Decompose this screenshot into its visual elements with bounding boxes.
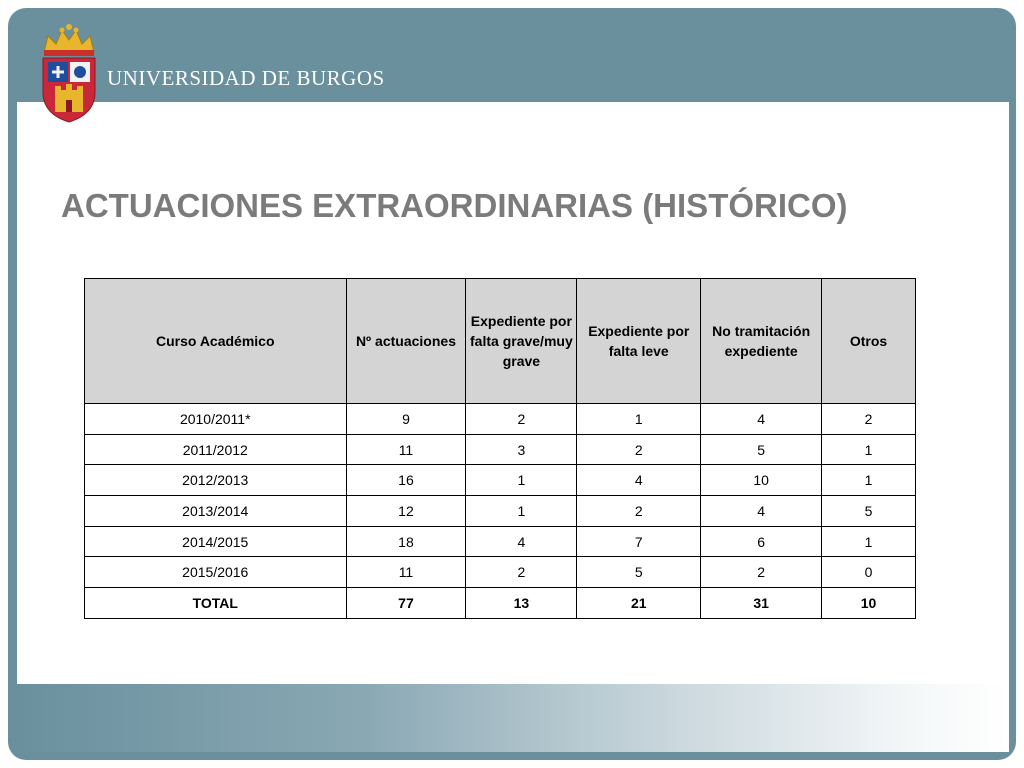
- cell-curso: 2011/2012: [85, 434, 347, 465]
- cell-actuaciones: 9: [346, 404, 466, 435]
- cell-grave: 2: [466, 557, 577, 588]
- cell-otros: 5: [822, 496, 916, 527]
- university-coat-of-arms-icon: [38, 22, 100, 124]
- cell-no-tramitacion: 4: [701, 404, 822, 435]
- table-row: [85, 465, 916, 496]
- cell-curso: 2010/2011*: [85, 404, 347, 435]
- cell-no-tramitacion: 5: [701, 434, 822, 465]
- total-leve: 21: [577, 588, 701, 619]
- table-row: [85, 557, 916, 588]
- cell-no-tramitacion: 2: [701, 557, 822, 588]
- cell-actuaciones: 11: [346, 557, 466, 588]
- total-otros: 10: [822, 588, 916, 619]
- actuaciones-table: [84, 278, 916, 619]
- institution-name: UNIVERSIDAD DE BURGOS: [107, 66, 385, 90]
- table-header-row: [85, 279, 916, 404]
- total-label: TOTAL: [85, 588, 347, 619]
- cell-curso: 2013/2014: [85, 496, 347, 527]
- cell-curso: 2012/2013: [85, 465, 347, 496]
- table-row: [85, 434, 916, 465]
- table-row: [85, 526, 916, 557]
- total-actuaciones: 77: [346, 588, 466, 619]
- header-expediente-leve: Expediente por falta leve: [577, 279, 701, 404]
- bottom-band: [17, 684, 1009, 752]
- cell-grave: 2: [466, 404, 577, 435]
- cell-grave: 1: [466, 465, 577, 496]
- cell-actuaciones: 16: [346, 465, 466, 496]
- cell-leve: 4: [577, 465, 701, 496]
- header-num-actuaciones: Nº actuaciones: [346, 279, 466, 404]
- cell-otros: 1: [822, 434, 916, 465]
- cell-otros: 2: [822, 404, 916, 435]
- table-row: [85, 496, 916, 527]
- cell-no-tramitacion: 4: [701, 496, 822, 527]
- cell-no-tramitacion: 10: [701, 465, 822, 496]
- cell-otros: 1: [822, 465, 916, 496]
- cell-actuaciones: 18: [346, 526, 466, 557]
- cell-actuaciones: 11: [346, 434, 466, 465]
- cell-actuaciones: 12: [346, 496, 466, 527]
- cell-grave: 3: [466, 434, 577, 465]
- cell-grave: 4: [466, 526, 577, 557]
- header-no-tramitacion: No tramitación expediente: [701, 279, 822, 404]
- header-otros: Otros: [822, 279, 916, 404]
- cell-curso: 2015/2016: [85, 557, 347, 588]
- cell-leve: 2: [577, 496, 701, 527]
- cell-grave: 1: [466, 496, 577, 527]
- cell-leve: 1: [577, 404, 701, 435]
- cell-no-tramitacion: 6: [701, 526, 822, 557]
- cell-otros: 1: [822, 526, 916, 557]
- cell-otros: 0: [822, 557, 916, 588]
- cell-leve: 2: [577, 434, 701, 465]
- header-curso-academico: Curso Académico: [85, 279, 347, 404]
- total-grave: 13: [466, 588, 577, 619]
- table-row: [85, 404, 916, 435]
- header-expediente-grave: Expediente por falta grave/muy grave: [466, 279, 577, 404]
- total-no-tramitacion: 31: [701, 588, 822, 619]
- cell-leve: 5: [577, 557, 701, 588]
- cell-curso: 2014/2015: [85, 526, 347, 557]
- slide-title: ACTUACIONES EXTRAORDINARIAS (HISTÓRICO): [61, 187, 848, 224]
- cell-leve: 7: [577, 526, 701, 557]
- table-total-row: [85, 588, 916, 619]
